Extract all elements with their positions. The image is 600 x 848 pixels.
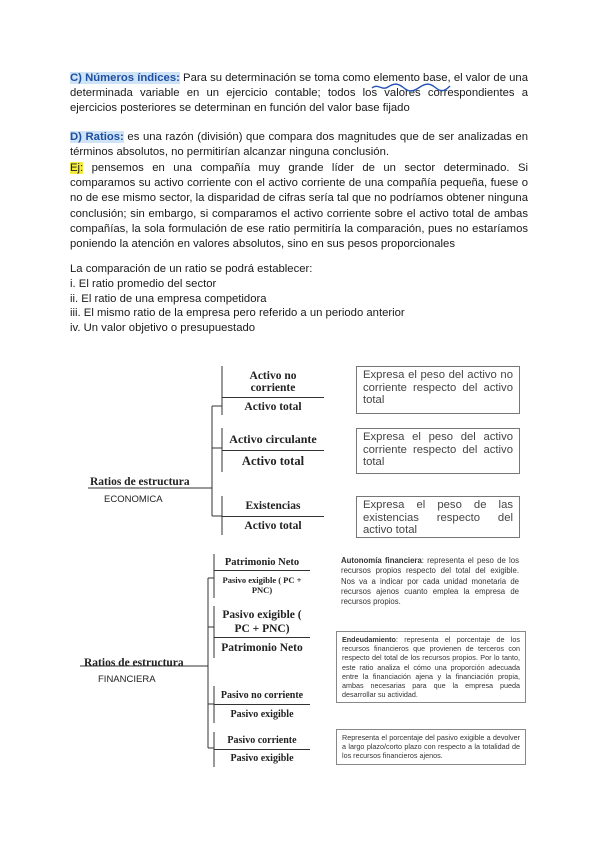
list-item: i. El ratio promedio del sector — [70, 277, 217, 290]
ratio-numerator: Existencias — [245, 500, 301, 512]
ratio-endeudamiento — [214, 606, 310, 658]
ratio-pasivo-corriente — [214, 732, 310, 767]
numeros-indices-text: Para su determinación se toma como elemento base, el valor de una determinada variable en un ejercicio contable; todos los valores correspondientes a ejercicios posteriores se determinan en función del valor base fijado — [70, 72, 528, 115]
ratio-denominator: Pasivo exigible — [214, 704, 310, 723]
description-autonomia-financiera — [336, 553, 524, 625]
ratio-numerator: Pasivo no corriente — [220, 689, 304, 701]
financiera-subtitle: FINANCIERA — [98, 674, 156, 685]
ratio-denominator: Pasivo exigible ( PC + PNC) — [214, 570, 310, 598]
description-activo-circulante: Expresa el peso del activo corriente respecto del activo total — [356, 428, 520, 474]
ratios-label: D) Ratios: — [70, 131, 124, 143]
economica-subtitle: ECONOMICA — [104, 494, 163, 505]
ratio-activo-circulante — [222, 428, 324, 472]
list-item: ii. El ratio de una empresa competidora — [70, 292, 267, 305]
ratio-numerator: Patrimonio Neto — [224, 556, 300, 568]
ratio-activo-no-corriente — [222, 366, 324, 415]
ratio-numerator: Pasivo exigible ( PC + PNC) — [222, 608, 302, 635]
ratio-denominator: Pasivo exigible — [214, 749, 310, 767]
ratios-text: es una razón (división) que compara dos magnitudes que de ser analizadas en términos absolutos, no permitirían alcanzar ninguna conclusión. — [70, 131, 528, 159]
description-text: : representa el porcentaje de los recursos financieros que provienen de terceros con respecto del total de los recursos propios. Por lo tanto, este ratio analiza el cómo una proporción adecuada entre la financiación ajena y la financiación propia, ambas necesarias para que la empresa pueda desarrollar su actividad. — [342, 635, 520, 700]
description-activo-no-corriente: Expresa el peso del activo no corriente respecto del activo total — [356, 366, 520, 414]
ratio-numerator: Activo circulante — [229, 431, 317, 446]
list-item: iii. El mismo ratio de la empresa pero referido a un periodo anterior — [70, 307, 405, 320]
description-existencias: Expresa el peso de las existencias respecto del activo total — [356, 496, 520, 538]
ratio-existencias — [222, 496, 324, 535]
description-text: : representa el peso de los recursos propios respecto del total del exigible. Nos va a indicar por cada unidad monetaria de recursos ajenos cuanto emplea la empresa de recursos propios. — [341, 556, 519, 607]
ratio-denominator: Activo total — [222, 516, 324, 535]
economica-title: Ratios de estructura — [90, 476, 190, 488]
ratio-pasivo-no-corriente — [214, 686, 310, 723]
numeros-indices-label: C) Números índices: — [70, 72, 180, 84]
ratio-numerator: Activo no corriente — [249, 369, 297, 394]
ratio-denominator: Activo total — [222, 397, 324, 415]
description-endeudamiento — [336, 631, 526, 703]
ejemplo-text: pensemos en una compañía muy grande líder de un sector determinado. Si comparamos su activo corriente con el activo corriente de una compañía pequeña, fuese o no de ese mismo sector, la disparidad de cifras sería tal que no podríamos obtener ninguna conclusión; sin embargo, si comparamos el activo corriente sobre el activo total de ambas compañías, la sola formulación de ese ratio permitiría la comparación, pues no estaríamos poniendo la atención en valores absolutos, sino en sus pesos proporcionales — [70, 162, 528, 251]
description-term: Endeudamiento — [342, 635, 396, 644]
financiera-title: Ratios de estructura — [84, 657, 184, 669]
comparison-intro: La comparación de un ratio se podrá establecer: — [70, 263, 313, 275]
ratio-denominator: Activo total — [222, 450, 324, 472]
description-text: Representa el porcentaje del pasivo exigible a devolver a largo plazo/corto plazo con respecto a la totalidad de los recursos financieros ajenos. — [342, 733, 520, 761]
ejemplo-label: Ej: — [70, 162, 84, 174]
description-term: Autonomía financiera — [341, 556, 422, 565]
ratio-numerator: Pasivo corriente — [227, 735, 297, 746]
ratio-autonomia-financiera — [214, 554, 310, 598]
list-item: iv. Un valor objetivo o presupuestado — [70, 322, 256, 335]
ratio-denominator: Patrimonio Neto — [214, 637, 310, 658]
description-pasivo-plazo — [336, 729, 526, 765]
